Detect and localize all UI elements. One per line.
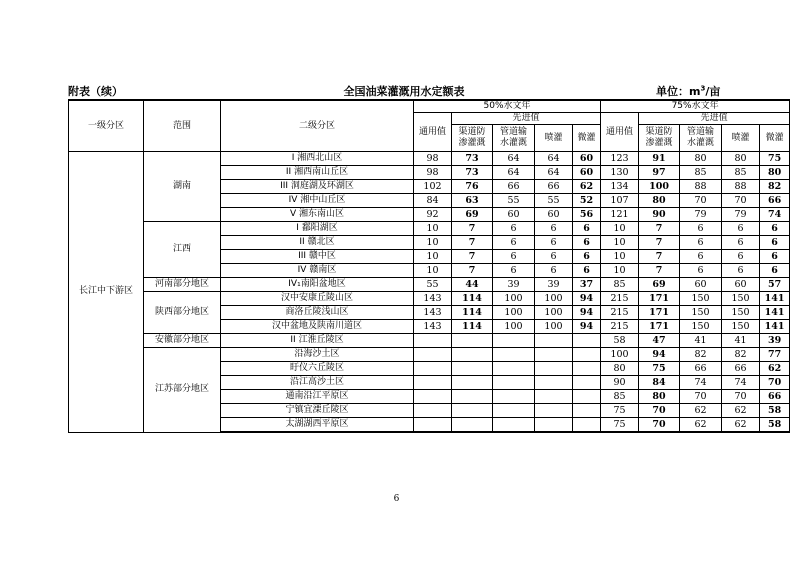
value-cell-50: 100	[535, 306, 573, 320]
scope-cell: 江苏部分地区	[144, 348, 221, 433]
value-cell-75: 79	[722, 208, 760, 222]
value-cell-75: 10	[601, 250, 639, 264]
value-cell-75: 79	[680, 208, 722, 222]
value-cell-50	[452, 376, 493, 390]
value-cell-75: 10	[601, 236, 639, 250]
header-pipe-50	[493, 125, 535, 152]
value-cell-75: 57	[760, 278, 790, 292]
value-cell-50	[535, 376, 573, 390]
value-cell-50: 73	[452, 152, 493, 166]
value-cell-75: 80	[722, 152, 760, 166]
level2-zone-cell: 汉中安康丘陵山区	[221, 292, 414, 306]
value-cell-50: 98	[414, 166, 452, 180]
value-cell-75: 80	[639, 194, 680, 208]
value-cell-50	[535, 348, 573, 362]
value-cell-50: 84	[414, 194, 452, 208]
value-cell-50	[414, 348, 452, 362]
value-cell-50: 39	[535, 278, 573, 292]
unit-label	[656, 83, 720, 99]
value-cell-50: 7	[452, 250, 493, 264]
header-level1: 一级分区	[69, 100, 144, 152]
value-cell-50: 100	[535, 292, 573, 306]
value-cell-75: 6	[680, 250, 722, 264]
value-cell-75: 91	[639, 152, 680, 166]
value-cell-75: 82	[680, 348, 722, 362]
value-cell-50: 114	[452, 320, 493, 334]
level2-zone-cell: IV₁南阳盆地区	[221, 278, 414, 292]
value-cell-75: 66	[760, 194, 790, 208]
value-cell-75: 6	[760, 264, 790, 278]
unit-suffix: /亩	[705, 85, 721, 98]
header-canal-75	[639, 125, 680, 152]
value-cell-50: 143	[414, 306, 452, 320]
value-cell-75: 6	[722, 236, 760, 250]
value-cell-50	[573, 334, 601, 348]
value-cell-75: 7	[639, 222, 680, 236]
value-cell-75: 62	[680, 418, 722, 433]
level2-zone-cell: V 湘东南山区	[221, 208, 414, 222]
header-pipe-75	[680, 125, 722, 152]
pipe-line2: 水灌溉	[687, 138, 715, 148]
value-cell-50: 60	[573, 166, 601, 180]
value-cell-50: 114	[452, 306, 493, 320]
table-row	[69, 278, 790, 292]
value-cell-75: 107	[601, 194, 639, 208]
value-cell-75: 58	[760, 418, 790, 433]
level2-zone-cell: 宁镇宜溧丘陵区	[221, 404, 414, 418]
value-cell-50: 76	[452, 180, 493, 194]
value-cell-50: 7	[452, 222, 493, 236]
value-cell-50: 100	[535, 320, 573, 334]
header-micro-50: 微灌	[573, 125, 601, 152]
value-cell-50	[493, 348, 535, 362]
value-cell-75: 82	[760, 180, 790, 194]
header-advanced-75: 先进值	[639, 113, 790, 125]
value-cell-75: 134	[601, 180, 639, 194]
canal-line1: 渠道防	[645, 127, 673, 137]
value-cell-50: 6	[493, 236, 535, 250]
level1-zone-cell: 长江中下游区	[69, 152, 144, 433]
value-cell-75: 60	[722, 278, 760, 292]
value-cell-50: 66	[493, 180, 535, 194]
table-title: 全国油菜灌溉用水定额表	[343, 85, 465, 98]
value-cell-75: 85	[601, 390, 639, 404]
level2-zone-cell: I 湘西北山区	[221, 152, 414, 166]
value-cell-50: 62	[573, 180, 601, 194]
value-cell-75: 60	[680, 278, 722, 292]
level2-zone-cell: 太湖湖西平原区	[221, 418, 414, 433]
value-cell-50: 60	[493, 208, 535, 222]
value-cell-75: 6	[680, 236, 722, 250]
value-cell-75: 7	[639, 264, 680, 278]
canal-line1: 渠道防	[458, 127, 486, 137]
value-cell-50: 6	[493, 222, 535, 236]
header-canal-50	[452, 125, 493, 152]
value-cell-75: 80	[760, 166, 790, 180]
value-cell-75: 70	[639, 404, 680, 418]
value-cell-50	[493, 362, 535, 376]
value-cell-75: 10	[601, 222, 639, 236]
value-cell-50: 64	[535, 166, 573, 180]
value-cell-50	[535, 334, 573, 348]
value-cell-50: 55	[414, 278, 452, 292]
header-micro-75: 微灌	[760, 125, 790, 152]
value-cell-75: 215	[601, 320, 639, 334]
level2-zone-cell: II 赣北区	[221, 236, 414, 250]
value-cell-75: 171	[639, 320, 680, 334]
value-cell-75: 7	[639, 236, 680, 250]
header-freq75: 75%水文年	[601, 100, 790, 113]
value-cell-50	[414, 390, 452, 404]
value-cell-50: 37	[573, 278, 601, 292]
value-cell-75: 70	[680, 390, 722, 404]
value-cell-75: 85	[680, 166, 722, 180]
value-cell-50: 6	[573, 222, 601, 236]
value-cell-75: 80	[680, 152, 722, 166]
value-cell-75: 88	[680, 180, 722, 194]
table-row	[69, 222, 790, 236]
value-cell-75: 171	[639, 292, 680, 306]
appendix-label: 附表（续）	[68, 85, 123, 98]
value-cell-50	[452, 404, 493, 418]
value-cell-75: 77	[760, 348, 790, 362]
value-cell-50: 44	[452, 278, 493, 292]
value-cell-75: 75	[601, 418, 639, 433]
value-cell-75: 66	[722, 362, 760, 376]
value-cell-50: 6	[535, 236, 573, 250]
value-cell-50	[573, 390, 601, 404]
value-cell-50: 10	[414, 250, 452, 264]
value-cell-50	[452, 418, 493, 433]
value-cell-50	[414, 362, 452, 376]
value-cell-75: 97	[639, 166, 680, 180]
value-cell-75: 74	[722, 376, 760, 390]
value-cell-50	[493, 376, 535, 390]
value-cell-50: 6	[573, 250, 601, 264]
value-cell-50: 92	[414, 208, 452, 222]
value-cell-75: 100	[639, 180, 680, 194]
value-cell-75: 41	[680, 334, 722, 348]
value-cell-75: 41	[722, 334, 760, 348]
value-cell-50: 114	[452, 292, 493, 306]
value-cell-75: 7	[639, 250, 680, 264]
value-cell-50: 73	[452, 166, 493, 180]
value-cell-50: 6	[535, 264, 573, 278]
value-cell-50: 6	[573, 236, 601, 250]
level2-zone-cell: I 鄱阳湖区	[221, 222, 414, 236]
value-cell-75: 130	[601, 166, 639, 180]
value-cell-50	[414, 334, 452, 348]
value-cell-75: 171	[639, 306, 680, 320]
value-cell-75: 90	[601, 376, 639, 390]
value-cell-75: 66	[680, 362, 722, 376]
value-cell-75: 100	[601, 348, 639, 362]
scope-cell: 河南部分地区	[144, 278, 221, 292]
value-cell-75: 141	[760, 320, 790, 334]
value-cell-75: 85	[722, 166, 760, 180]
value-cell-75: 75	[760, 152, 790, 166]
unit-prefix: 单位：m	[656, 85, 701, 98]
value-cell-50	[414, 376, 452, 390]
level2-zone-cell: IV 湘中山丘区	[221, 194, 414, 208]
value-cell-50	[414, 418, 452, 433]
irrigation-quota-table	[68, 99, 790, 433]
value-cell-50	[573, 348, 601, 362]
value-cell-50	[452, 362, 493, 376]
value-cell-75: 58	[760, 404, 790, 418]
header-advanced-50: 先进值	[452, 113, 601, 125]
header-general-75: 通用值	[601, 113, 639, 152]
value-cell-50: 6	[535, 222, 573, 236]
value-cell-50: 143	[414, 292, 452, 306]
value-cell-75: 150	[680, 306, 722, 320]
pipe-line1: 管道输	[499, 127, 527, 137]
value-cell-50: 10	[414, 264, 452, 278]
table-row	[69, 334, 790, 348]
value-cell-75: 6	[680, 264, 722, 278]
level2-zone-cell: 沿江高沙土区	[221, 376, 414, 390]
value-cell-50	[573, 404, 601, 418]
value-cell-50	[452, 334, 493, 348]
table-header	[69, 100, 790, 152]
value-cell-50: 52	[573, 194, 601, 208]
value-cell-50	[535, 404, 573, 418]
value-cell-50: 64	[493, 152, 535, 166]
value-cell-75: 70	[760, 376, 790, 390]
table-body	[69, 152, 790, 433]
scope-cell: 陕西部分地区	[144, 292, 221, 334]
table-row	[69, 348, 790, 362]
level2-zone-cell: 沿海沙土区	[221, 348, 414, 362]
value-cell-75: 10	[601, 264, 639, 278]
value-cell-50: 10	[414, 236, 452, 250]
value-cell-50: 39	[493, 278, 535, 292]
value-cell-75: 58	[601, 334, 639, 348]
page-number: 6	[393, 494, 400, 504]
value-cell-75: 39	[760, 334, 790, 348]
value-cell-50: 64	[493, 166, 535, 180]
value-cell-75: 80	[639, 390, 680, 404]
value-cell-75: 66	[760, 390, 790, 404]
value-cell-75: 6	[760, 236, 790, 250]
value-cell-50	[493, 418, 535, 433]
value-cell-50	[493, 404, 535, 418]
value-cell-50: 63	[452, 194, 493, 208]
value-cell-50: 60	[535, 208, 573, 222]
table-row	[69, 152, 790, 166]
value-cell-75: 150	[722, 306, 760, 320]
level2-zone-cell: 商洛丘陵浅山区	[221, 306, 414, 320]
value-cell-50: 64	[535, 152, 573, 166]
value-cell-75: 70	[680, 194, 722, 208]
value-cell-50	[535, 390, 573, 404]
value-cell-75: 121	[601, 208, 639, 222]
value-cell-50	[573, 362, 601, 376]
level2-zone-cell: II 湘西南山丘区	[221, 166, 414, 180]
level2-zone-cell: 通南沿江平原区	[221, 390, 414, 404]
value-cell-50: 60	[573, 152, 601, 166]
value-cell-75: 215	[601, 292, 639, 306]
header-sprinkler-50: 喷灌	[535, 125, 573, 152]
value-cell-75: 6	[760, 250, 790, 264]
value-cell-75: 6	[722, 264, 760, 278]
value-cell-75: 62	[680, 404, 722, 418]
value-cell-75: 6	[680, 222, 722, 236]
value-cell-50: 7	[452, 264, 493, 278]
value-cell-50: 56	[573, 208, 601, 222]
value-cell-75: 75	[601, 404, 639, 418]
value-cell-75: 150	[680, 320, 722, 334]
value-cell-50: 6	[493, 250, 535, 264]
value-cell-50: 100	[493, 306, 535, 320]
unit-sup: 3	[700, 84, 706, 93]
value-cell-75: 70	[722, 194, 760, 208]
value-cell-50	[573, 418, 601, 433]
scope-cell: 湖南	[144, 152, 221, 222]
value-cell-75: 84	[639, 376, 680, 390]
value-cell-50	[573, 376, 601, 390]
value-cell-50: 10	[414, 222, 452, 236]
value-cell-75: 150	[722, 292, 760, 306]
level2-zone-cell: II 江淮丘陵区	[221, 334, 414, 348]
value-cell-75: 6	[722, 250, 760, 264]
value-cell-75: 62	[722, 404, 760, 418]
value-cell-75: 80	[601, 362, 639, 376]
value-cell-50: 143	[414, 320, 452, 334]
header-freq50: 50%水文年	[414, 100, 601, 113]
value-cell-50	[535, 362, 573, 376]
level2-zone-cell: 盱仪六丘陵区	[221, 362, 414, 376]
value-cell-75: 123	[601, 152, 639, 166]
header-level2: 二级分区	[221, 100, 414, 152]
scope-cell: 安徽部分地区	[144, 334, 221, 348]
value-cell-75: 75	[639, 362, 680, 376]
value-cell-50: 98	[414, 152, 452, 166]
scope-cell: 江西	[144, 222, 221, 278]
value-cell-50: 6	[573, 264, 601, 278]
value-cell-75: 70	[639, 418, 680, 433]
value-cell-50: 55	[493, 194, 535, 208]
header-general-50: 通用值	[414, 113, 452, 152]
value-cell-50: 6	[493, 264, 535, 278]
value-cell-75: 70	[722, 390, 760, 404]
level2-zone-cell: III 洞庭湖及环湖区	[221, 180, 414, 194]
value-cell-75: 74	[680, 376, 722, 390]
level2-zone-cell: III 赣中区	[221, 250, 414, 264]
value-cell-75: 141	[760, 306, 790, 320]
value-cell-75: 215	[601, 306, 639, 320]
value-cell-75: 150	[722, 320, 760, 334]
level2-zone-cell: IV 赣南区	[221, 264, 414, 278]
value-cell-75: 85	[601, 278, 639, 292]
value-cell-50: 94	[573, 306, 601, 320]
page-header	[68, 83, 740, 99]
level2-zone-cell: 汉中盆地及陕南川道区	[221, 320, 414, 334]
value-cell-75: 88	[722, 180, 760, 194]
value-cell-50: 94	[573, 320, 601, 334]
value-cell-50	[452, 390, 493, 404]
value-cell-50: 69	[452, 208, 493, 222]
value-cell-50	[414, 404, 452, 418]
value-cell-50	[493, 334, 535, 348]
pipe-line2: 水灌溉	[499, 138, 527, 148]
canal-line2: 渗灌溉	[458, 138, 486, 148]
header-sprinkler-75: 喷灌	[722, 125, 760, 152]
value-cell-75: 62	[722, 418, 760, 433]
value-cell-75: 6	[722, 222, 760, 236]
value-cell-75: 90	[639, 208, 680, 222]
value-cell-50: 66	[535, 180, 573, 194]
value-cell-75: 141	[760, 292, 790, 306]
value-cell-50: 100	[493, 292, 535, 306]
value-cell-75: 6	[760, 222, 790, 236]
value-cell-50	[452, 348, 493, 362]
value-cell-50	[535, 418, 573, 433]
value-cell-50: 6	[535, 250, 573, 264]
value-cell-50: 7	[452, 236, 493, 250]
header-scope: 范围	[144, 100, 221, 152]
value-cell-50: 102	[414, 180, 452, 194]
value-cell-50: 55	[535, 194, 573, 208]
value-cell-75: 47	[639, 334, 680, 348]
value-cell-75: 94	[639, 348, 680, 362]
value-cell-75: 74	[760, 208, 790, 222]
value-cell-75: 82	[722, 348, 760, 362]
canal-line2: 渗灌溉	[645, 138, 673, 148]
value-cell-75: 150	[680, 292, 722, 306]
value-cell-50: 94	[573, 292, 601, 306]
table-row	[69, 292, 790, 306]
value-cell-75: 62	[760, 362, 790, 376]
pipe-line1: 管道输	[687, 127, 715, 137]
value-cell-50	[493, 390, 535, 404]
value-cell-75: 69	[639, 278, 680, 292]
value-cell-50: 100	[493, 320, 535, 334]
